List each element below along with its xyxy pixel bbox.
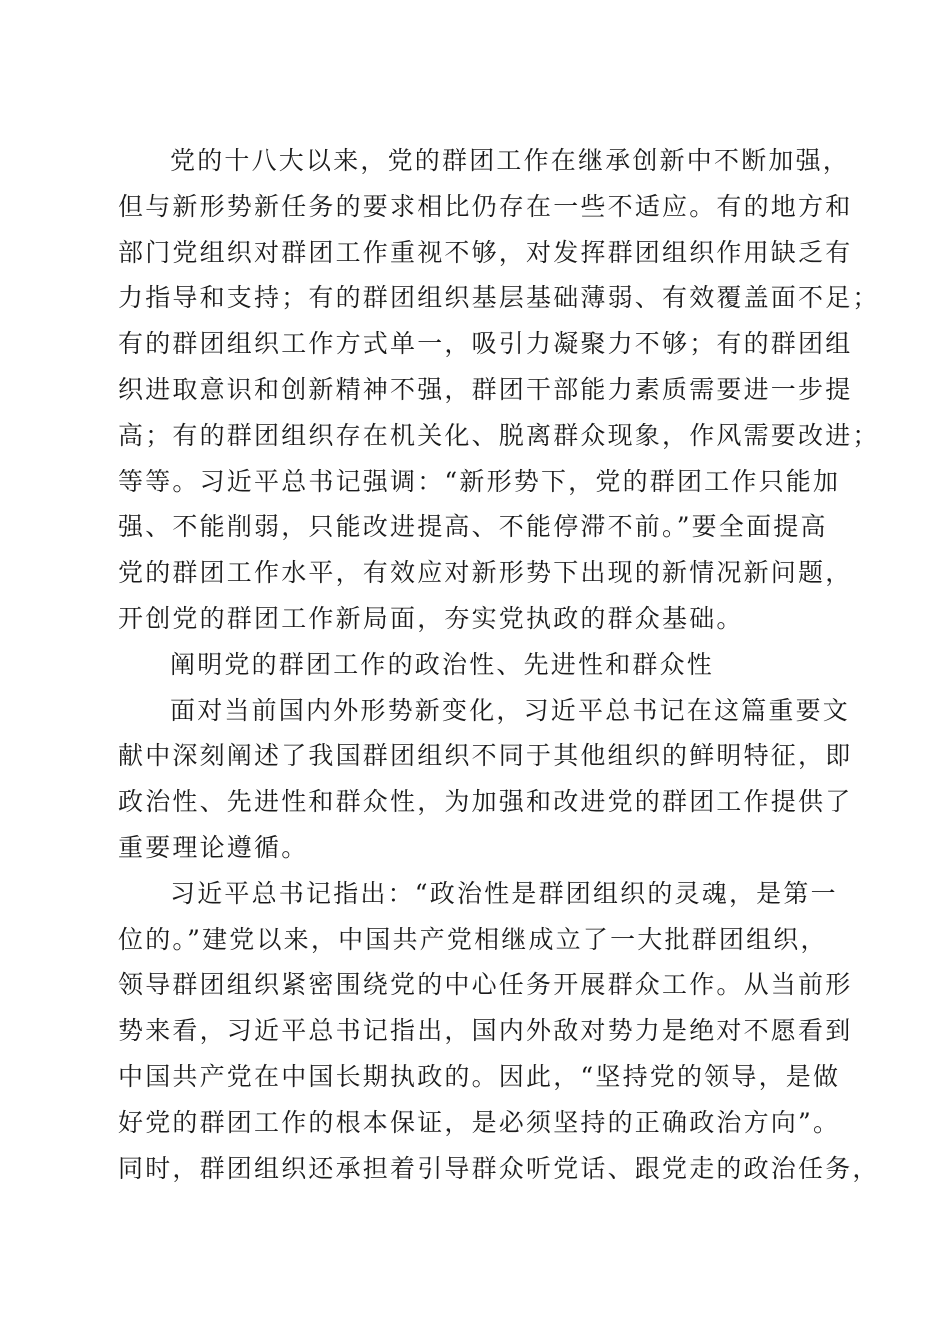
paragraph-line: 面对当前国内外形势新变化，习近平总书记在这篇重要文 xyxy=(170,695,851,725)
paragraph-line: 献中深刻阐述了我国群团组织不同于其他组织的鲜明特征，即 xyxy=(118,741,853,771)
paragraph-line: 强、不能削弱，只能改进提高、不能停滞不前。”要全面提高 xyxy=(118,512,828,542)
paragraph-line: 中国共产党在中国长期执政的。因此，“坚持党的领导，是做 xyxy=(118,1061,841,1091)
paragraph-line: 政治性、先进性和群众性，为加强和改进党的群团工作提供了 xyxy=(118,787,853,817)
document-body xyxy=(118,138,880,1191)
paragraph-line: 有的群团组织工作方式单一，吸引力凝聚力不够；有的群团组 xyxy=(118,329,853,359)
paragraph-line: 织进取意识和创新精神不强，群团干部能力素质需要进一步提 xyxy=(118,374,853,404)
paragraph-line: 但与新形势新任务的要求相比仍存在一些不适应。有的地方和 xyxy=(118,191,853,221)
paragraph-line: 高；有的群团组织存在机关化、脱离群众现象，作风需要改进； xyxy=(118,420,880,450)
paragraph-line: 好党的群团工作的根本保证，是必须坚持的正确政治方向”。 xyxy=(118,1107,841,1137)
paragraph-line: 部门党组织对群团工作重视不够，对发挥群团组织作用缺乏有 xyxy=(118,237,853,267)
paragraph-line: 力指导和支持；有的群团组织基层基础薄弱、有效覆盖面不足； xyxy=(118,283,880,313)
paragraph-line: 领导群团组织紧密围绕党的中心任务开展群众工作。从当前形 xyxy=(118,970,853,1000)
paragraph-line: 开创党的群团工作新局面，夯实党执政的群众基础。 xyxy=(118,603,744,633)
paragraph-line: 势来看，习近平总书记指出，国内外敌对势力是绝对不愿看到 xyxy=(118,1016,853,1046)
paragraph-line: 习近平总书记指出：“政治性是群团组织的灵魂，是第一 xyxy=(170,878,838,908)
paragraph-line: 等等。习近平总书记强调：“新形势下，党的群团工作只能加 xyxy=(118,466,841,496)
paragraph-line: 党的群团工作水平，有效应对新形势下出现的新情况新问题， xyxy=(118,558,853,588)
section-heading: 阐明党的群团工作的政治性、先进性和群众性 xyxy=(170,649,715,679)
paragraph-line: 党的十八大以来，党的群团工作在继承创新中不断加强， xyxy=(170,146,851,175)
paragraph-line: 同时，群团组织还承担着引导群众听党话、跟党走的政治任务， xyxy=(118,1153,880,1183)
paragraph-line: 位的。”建党以来，中国共产党相继成立了一大批群团组织， xyxy=(118,924,828,954)
paragraph-line: 重要理论遵循。 xyxy=(118,832,309,862)
